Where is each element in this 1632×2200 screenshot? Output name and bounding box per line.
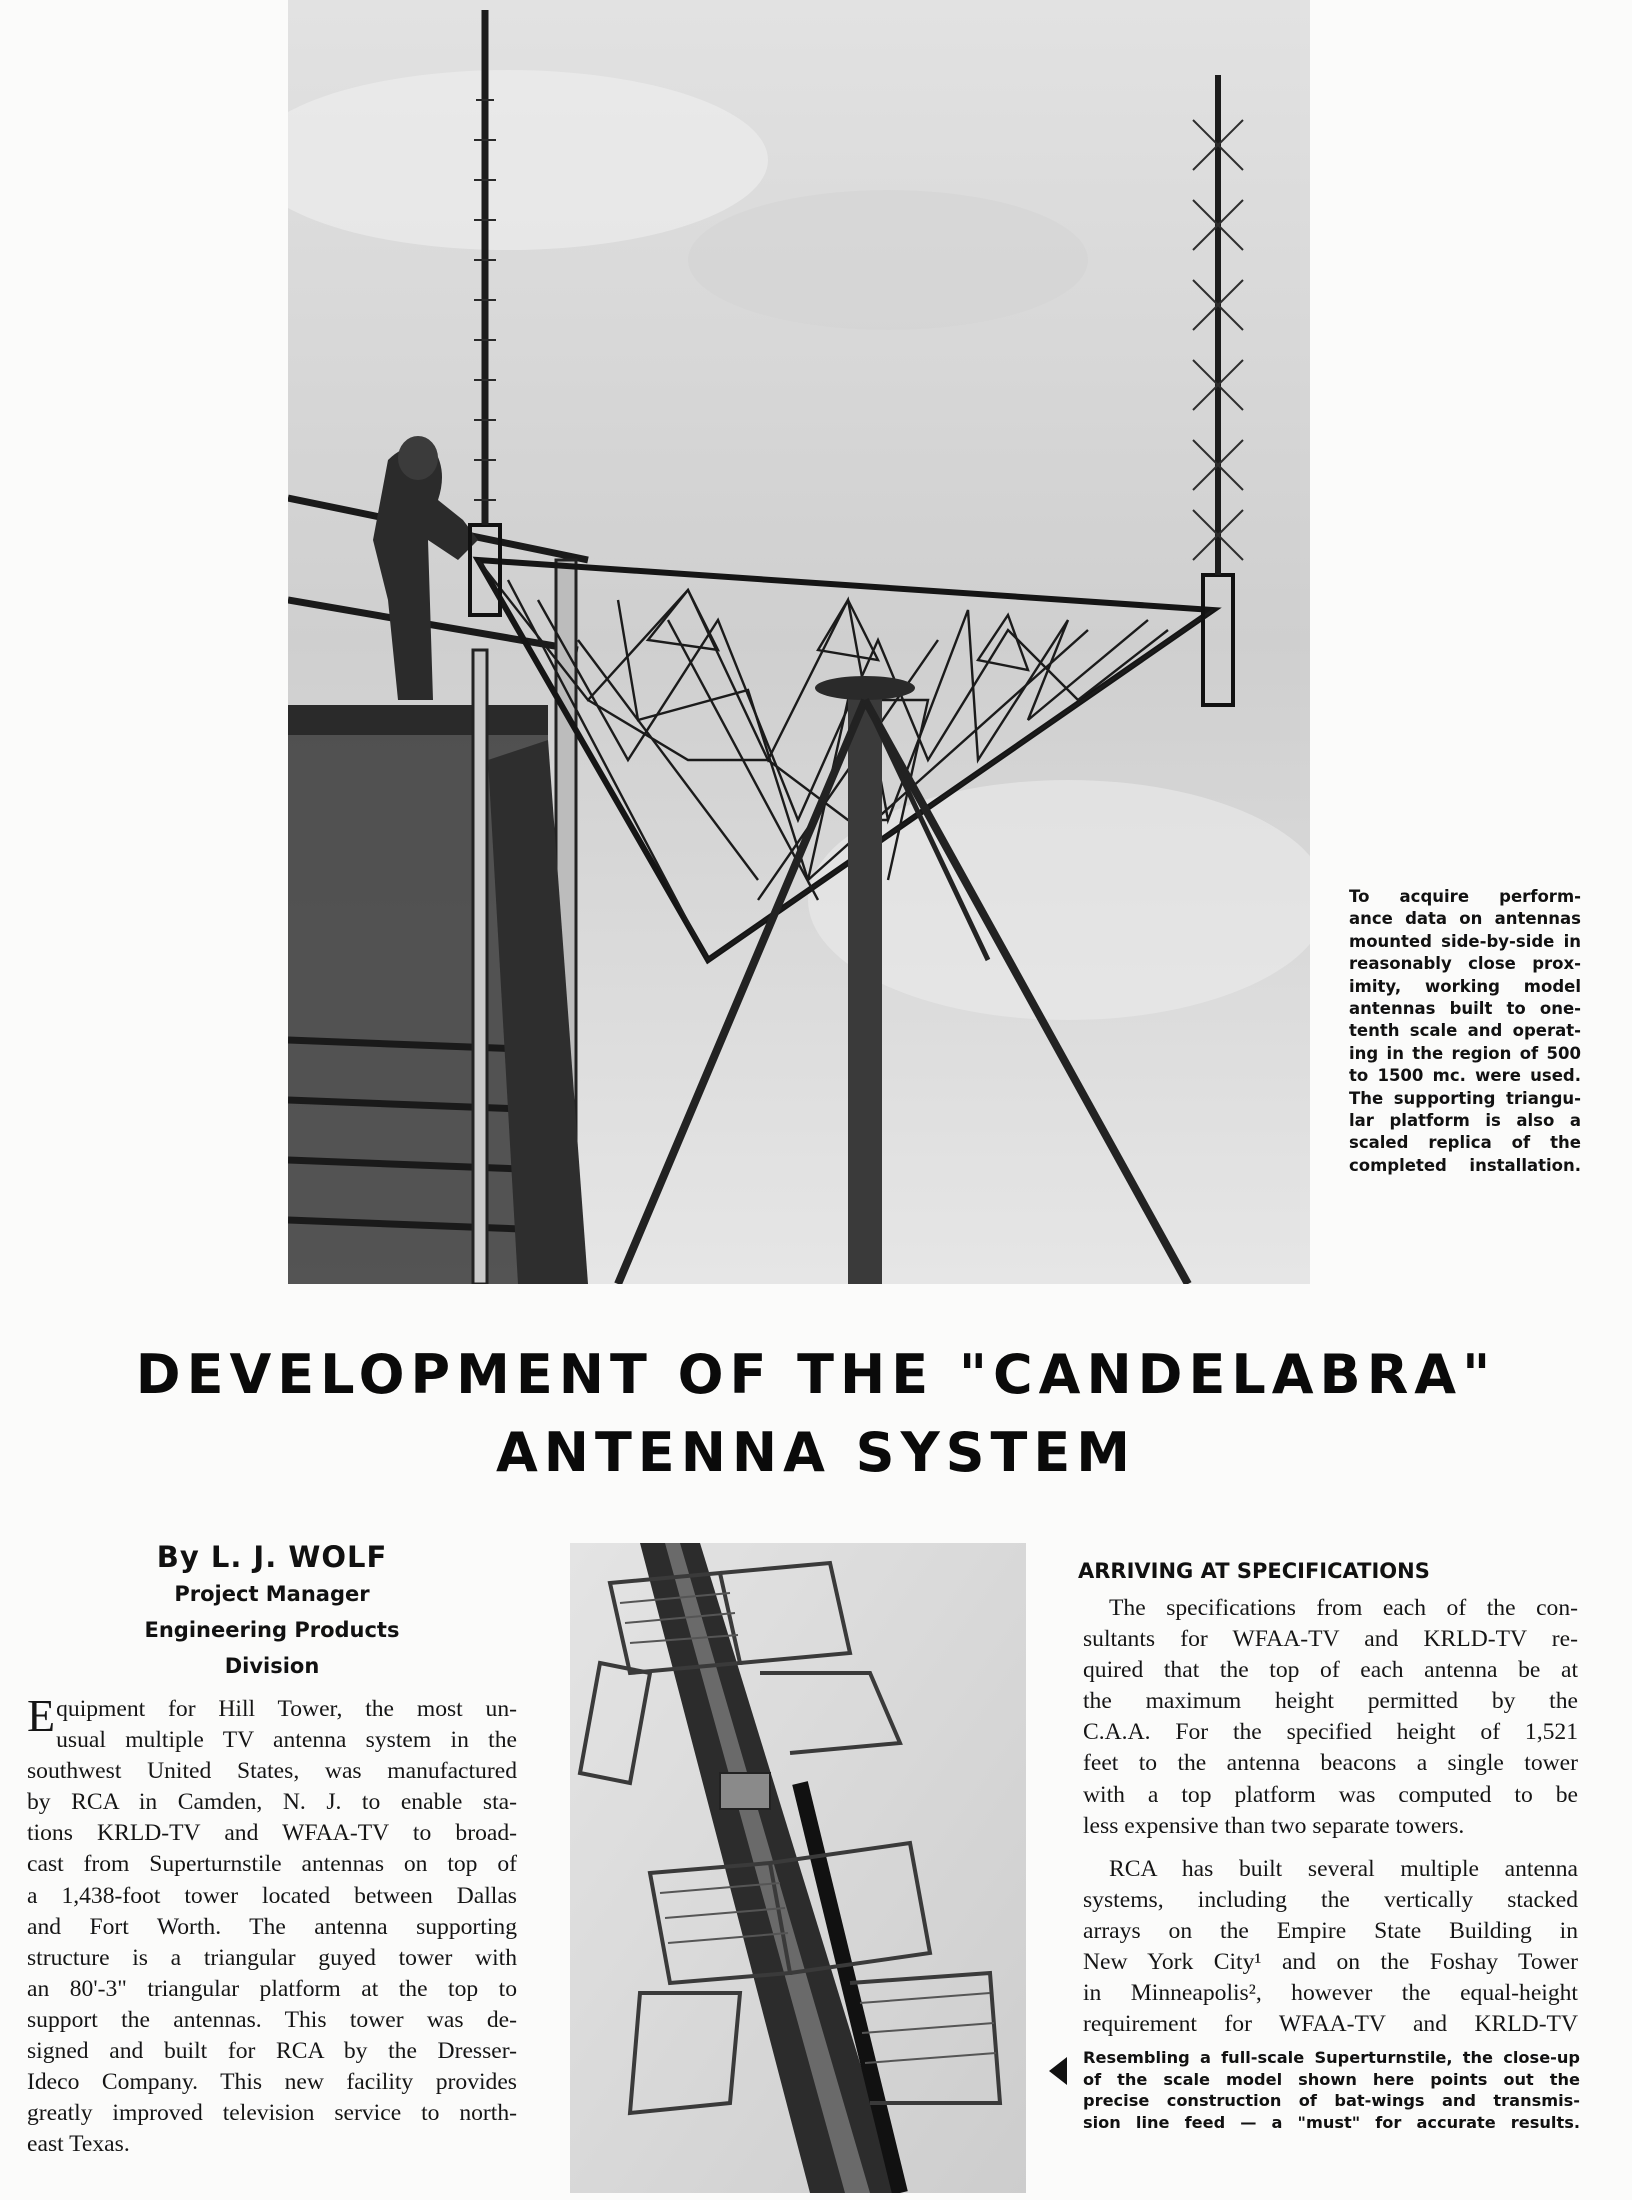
intro-line: and Fort Worth. The antenna supporting (27, 1913, 517, 1940)
author-title: Project Manager (174, 1582, 370, 1606)
section-heading: ARRIVING AT SPECIFICATIONS (1078, 1559, 1430, 1583)
intro-line: usual multiple TV antenna system in the (56, 1727, 517, 1754)
superturnstile-closeup-illustration (570, 1543, 1026, 2193)
intro-line: a 1,438-foot tower located between Dallas (27, 1882, 517, 1909)
intro-line: Ideco Company. This new facility provides (27, 2069, 517, 2096)
caption-line: imity, working model (1349, 976, 1581, 996)
section-line: feet to the antenna beacons a single tower (1083, 1750, 1578, 1777)
section-line: in Minneapolis², however the equal-height (1083, 1980, 1578, 2007)
intro-line: structure is a triangular guyed tower with (27, 1944, 517, 1971)
caption-pointer-icon (1049, 2057, 1067, 2085)
intro-line: tions KRLD-TV and WFAA-TV to broad- (27, 1820, 517, 1847)
intro-line: by RCA in Camden, N. J. to enable sta- (27, 1789, 517, 1816)
article-title (0, 1336, 1632, 1492)
section-line: quired that the top of each antenna be at (1083, 1657, 1578, 1684)
intro-line: east Texas. (27, 2131, 130, 2158)
section-line: New York City¹ and on the Foshay Tower (1083, 1949, 1578, 1976)
section-line: the maximum height permitted by the (1083, 1688, 1578, 1715)
intro-line: signed and built for RCA by the Dresser- (27, 2038, 517, 2065)
intro-line: southwest United States, was manufactured (27, 1758, 517, 1785)
section-line: systems, including the vertically stacked (1083, 1886, 1578, 1913)
section-line: arrays on the Empire State Building in (1083, 1917, 1578, 1944)
author-name: By L. J. WOLF (156, 1540, 388, 1574)
caption-line: To acquire perform- (1349, 887, 1581, 906)
caption-line: mounted side-by-side in (1349, 931, 1581, 951)
intro-column (27, 1690, 517, 2160)
top-photo-caption (1349, 886, 1581, 1177)
caption-line: to 1500 mc. were used. (1349, 1066, 1581, 1086)
caption-line: ing in the region of 500 (1349, 1043, 1581, 1063)
caption-line: of the scale model shown here points out the (1083, 2069, 1580, 2089)
section-column (1083, 1593, 1578, 2040)
caption-line: completed installation. (1349, 1155, 1581, 1175)
title-line-2: ANTENNA SYSTEM (495, 1421, 1137, 1484)
intro-first-line-text: quipment for Hill Tower, the most un- (56, 1696, 517, 1722)
scale-model-platform-illustration (288, 0, 1310, 1284)
intro-line: greatly improved television service to north- (27, 2100, 517, 2127)
caption-line: sion line feed — a "must" for accurate results. (1083, 2112, 1580, 2132)
byline (100, 1538, 444, 1684)
section-line: The specifications from each of the con- (1109, 1595, 1578, 1621)
intro-line: support the antennas. This tower was de- (27, 2006, 517, 2033)
author-division: Engineering Products Division (144, 1618, 400, 1678)
section-line: sultants for WFAA-TV and KRLD-TV re- (1083, 1626, 1578, 1653)
bottom-photo-caption (1083, 2047, 1580, 2133)
caption-line: precise construction of bat-wings and transmis- (1083, 2091, 1580, 2111)
caption-line: Resembling a full-scale Superturnstile, the close-up (1083, 2048, 1580, 2067)
caption-line: tenth scale and operat- (1349, 1021, 1581, 1041)
bottom-photo (570, 1543, 1026, 2193)
caption-line: antennas built to one- (1349, 999, 1581, 1019)
caption-line: scaled replica of the (1349, 1133, 1581, 1153)
section-line: with a top platform was computed to be (1083, 1781, 1578, 1808)
intro-line: cast from Superturnstile antennas on top of (27, 1851, 517, 1878)
caption-line: ance data on antennas (1349, 909, 1581, 929)
top-photo (288, 0, 1310, 1284)
caption-line: The supporting triangu- (1349, 1088, 1581, 1108)
section-line: RCA has built several multiple antenna (1109, 1855, 1578, 1882)
caption-line: reasonably close prox- (1349, 954, 1581, 974)
section-line: less expensive than two separate towers. (1083, 1812, 1465, 1839)
section-line: requirement for WFAA-TV and KRLD-TV (1083, 2011, 1578, 2038)
intro-line: an 80'-3" triangular platform at the top to (27, 1975, 517, 2002)
title-line-1: DEVELOPMENT OF THE "CANDELABRA" (135, 1343, 1497, 1406)
caption-line: lar platform is also a (1349, 1111, 1581, 1131)
section-line: C.A.A. For the specified height of 1,521 (1083, 1719, 1578, 1746)
drop-cap: E (27, 1690, 56, 1741)
